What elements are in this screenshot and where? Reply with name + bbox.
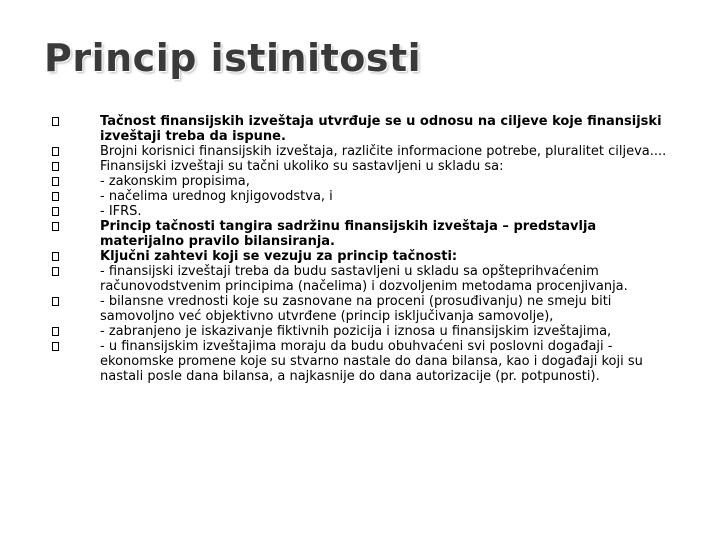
list-item: [52, 324, 674, 339]
list-item-text: Finansijski izveštaji su tačni ukoliko su sastavljeni u skladu sa:: [100, 159, 504, 174]
list-item: [52, 144, 674, 159]
list-item-text: - u finansijskim izveštajima moraju da budu obuhvaćeni svi poslovni događaji - ekonomske promene koje su stvarno nastale do dana bilansa, kao i događaji koji su nastali posle dana bilansa, a najkasnije do dana autorizacije (pr. potpunosti).: [100, 339, 643, 384]
bullet-box-icon: [52, 297, 59, 306]
slide-title: Princip istinitosti: [44, 36, 422, 80]
bullet-box-icon: [52, 267, 59, 276]
list-item: [52, 294, 674, 324]
list-item-text: - IFRS.: [100, 204, 142, 219]
list-item-text: - zakonskim propisima,: [100, 174, 250, 189]
list-item: [52, 264, 674, 294]
bullet-box-icon: [52, 252, 59, 261]
bullet-box-icon: [52, 162, 59, 171]
list-item: [52, 204, 674, 219]
list-item-text: Brojni korisnici finansijskih izveštaja, različite informacione potrebe, pluralitet ciljeva....: [100, 144, 667, 159]
bullet-box-icon: [52, 192, 59, 201]
bullet-box-icon: [52, 147, 59, 156]
list-item: [52, 219, 674, 249]
list-item-text: Princip tačnosti tangira sadržinu finansijskih izveštaja – predstavlja materijalno pravilo bilansiranja.: [100, 219, 597, 249]
bullet-box-icon: [52, 222, 59, 231]
list-item-text: - zabranjeno je iskazivanje fiktivnih pozicija i iznosa u finansijskim izveštajima,: [100, 324, 612, 339]
list-item: [52, 159, 674, 174]
list-item: [52, 339, 674, 384]
list-item: [52, 189, 674, 204]
bullet-box-icon: [52, 177, 59, 186]
bullet-list: [52, 114, 674, 384]
list-item-text: Tačnost finansijskih izveštaja utvrđuje se u odnosu na ciljeve koje finansijski izveštaji treba da ispune.: [100, 114, 662, 144]
bullet-box-icon: [52, 207, 59, 216]
bullet-box-icon: [52, 327, 59, 336]
list-item: [52, 249, 674, 264]
bullet-box-icon: [52, 117, 59, 126]
bullet-box-icon: [52, 342, 59, 351]
list-item-text: - načelima urednog knjigovodstva, i: [100, 189, 333, 204]
list-item: [52, 174, 674, 189]
list-item-text: - bilansne vrednosti koje su zasnovane na proceni (prosuđivanju) ne smeju biti samovoljno već objektivno utvrđene (princip isključivanja samovolje),: [100, 294, 612, 324]
list-item-text: Ključni zahtevi koji se vezuju za princip tačnosti:: [100, 249, 458, 264]
list-item-text: - finansijski izveštaji treba da budu sastavljeni u skladu sa opšteprihvaćenim računovodstvenim principima (načelima) i dozvoljenim metodama procenjivanja.: [100, 264, 628, 294]
list-item: [52, 114, 674, 144]
